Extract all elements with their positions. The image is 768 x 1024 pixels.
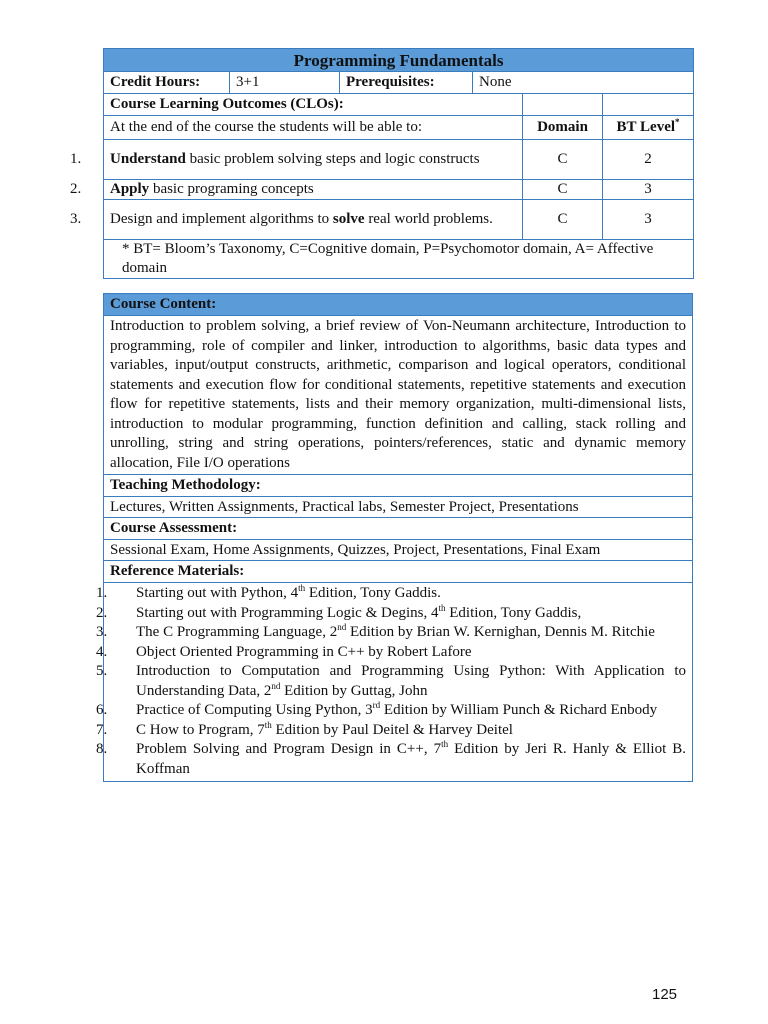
course-assessment-heading: Course Assessment: [104,518,693,540]
reference-item: 4. Object Oriented Programming in C++ by Robert Lafore [96,643,472,660]
reference-item: 8. Problem Solving and Program Design in C++, 7th Edition by Jeri R. Hanly & Elliot B. Koffman [96,739,686,777]
course-details-table [96,293,693,782]
clo-bt-level: 3 [603,180,694,200]
course-info-table [70,48,694,279]
course-assessment-text: Sessional Exam, Home Assignments, Quizzes, Project, Presentations, Final Exam [104,540,693,561]
reference-item: 3. The C Programming Language, 2nd Edition by Brian W. Kernighan, Dennis M. Ritchie [96,622,655,640]
credit-hours-label: Credit Hours: [104,72,230,94]
clo-bt-level: 2 [603,140,694,180]
clo-bt-level: 3 [603,200,694,240]
empty-cell [603,94,694,116]
prerequisites-value: None [473,72,694,94]
domain-header: Domain [523,116,603,140]
teaching-methodology-text: Lectures, Written Assignments, Practical labs, Semester Project, Presentations [104,497,693,518]
clo-domain: C [523,140,603,180]
reference-list [96,583,686,779]
clo-row-1: 1. Understand basic problem solving steps and logic constructs [104,140,523,180]
course-title: Programming Fundamentals [104,49,694,72]
reference-item: 1. Starting out with Python, 4th Edition, Tony Gaddis. [96,583,441,601]
teaching-methodology-heading: Teaching Methodology: [104,475,693,497]
bt-level-header: BT Level* [603,116,694,140]
page-number: 125 [652,986,678,1003]
reference-item: 6. Practice of Computing Using Python, 3rd Edition by William Punch & Richard Enbody [96,700,658,718]
reference-materials-heading: Reference Materials: [104,561,693,583]
bt-footnote: * BT= Bloom’s Taxonomy, C=Cognitive domain, P=Psychomotor domain, A= Affective domain [104,240,694,279]
clo-row-2: 2. Apply basic programing concepts [104,180,523,200]
reference-list-cell [96,583,693,782]
reference-item: 5. Introduction to Computation and Programming Using Python: With Application to Understanding Data, 2nd Edition by Guttag, John [96,663,686,699]
reference-item: 7. C How to Program, 7th Edition by Paul Deitel & Harvey Deitel [96,719,513,738]
clo-row-3: 3. Design and implement algorithms to solve real world problems. [104,200,523,240]
course-content-text: Introduction to problem solving, a brief review of Von-Neumann architecture, Introduction to programming, role of compiler and linker, introduction to algorithms, basic data types and variables, input/output constructs, arithmetic, comparison and logical operators, conditional statements and execution flow for conditional statements, repetitive statements and execution flow for repetitive statements, lists and their memory organization, multi-dimensional lists, introduction to modular programming, function definition and calling, stack rolling and unrolling, string and string operations, pointers/references, static and dynamic memory allocation, File I/O operations [104,316,693,475]
prerequisites-label: Prerequisites: [340,72,473,94]
empty-cell [523,94,603,116]
course-content-heading: Course Content: [104,294,693,316]
clo-heading: Course Learning Outcomes (CLOs): [104,94,523,116]
clo-domain: C [523,180,603,200]
clo-domain: C [523,200,603,240]
credit-hours-value: 3+1 [230,72,340,94]
clo-intro: At the end of the course the students will be able to: [104,116,523,140]
reference-item: 2. Starting out with Programming Logic & Degins, 4th Edition, Tony Gaddis, [96,602,582,621]
